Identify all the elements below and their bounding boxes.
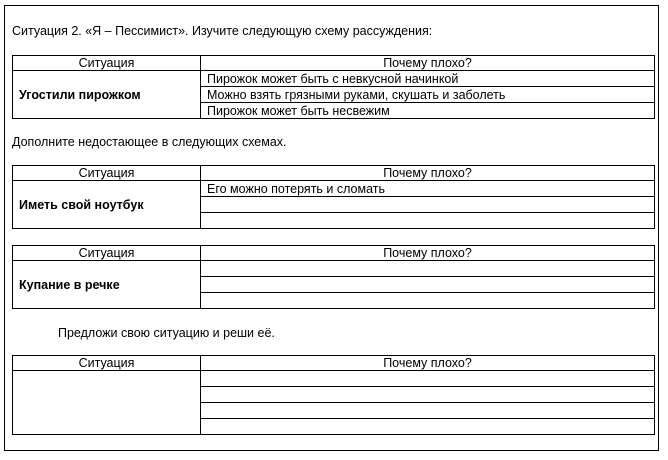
header-situation: Ситуация	[13, 246, 201, 261]
header-why-bad: Почему плохо?	[201, 166, 655, 181]
header-situation: Ситуация	[13, 166, 201, 181]
propose-text: Предложи свою ситуацию и реши её.	[58, 326, 275, 340]
scheme-table-1	[12, 55, 655, 119]
situation-cell[interactable]	[13, 371, 201, 435]
header-why-bad: Почему плохо?	[201, 56, 655, 71]
reason-cell: Его можно потерять и сломать	[201, 181, 655, 197]
reason-cell[interactable]	[201, 213, 655, 229]
scheme-table-4	[12, 355, 655, 435]
reason-cell[interactable]	[201, 197, 655, 213]
reason-cell[interactable]	[201, 387, 655, 403]
intro-text: Ситуация 2. «Я – Пессимист». Изучите следующую схему рассуждения:	[12, 24, 433, 38]
header-situation: Ситуация	[13, 56, 201, 71]
scheme-table-3	[12, 245, 655, 309]
reason-cell: Пирожок может быть несвежим	[201, 103, 655, 119]
reason-cell[interactable]	[201, 419, 655, 435]
reason-cell[interactable]	[201, 277, 655, 293]
supplement-text: Дополните недостающее в следующих схемах.	[12, 135, 287, 149]
situation-cell: Угостили пирожком	[13, 71, 201, 119]
header-situation: Ситуация	[13, 356, 201, 371]
reason-cell[interactable]	[201, 293, 655, 309]
reason-cell[interactable]	[201, 403, 655, 419]
reason-cell: Можно взять грязными руками, скушать и заболеть	[201, 87, 655, 103]
situation-cell: Купание в речке	[13, 261, 201, 309]
situation-cell: Иметь свой ноутбук	[13, 181, 201, 229]
header-why-bad: Почему плохо?	[201, 246, 655, 261]
scheme-table-2	[12, 165, 655, 229]
reason-cell: Пирожок может быть с невкусной начинкой	[201, 71, 655, 87]
reason-cell[interactable]	[201, 371, 655, 387]
reason-cell[interactable]	[201, 261, 655, 277]
header-why-bad: Почему плохо?	[201, 356, 655, 371]
